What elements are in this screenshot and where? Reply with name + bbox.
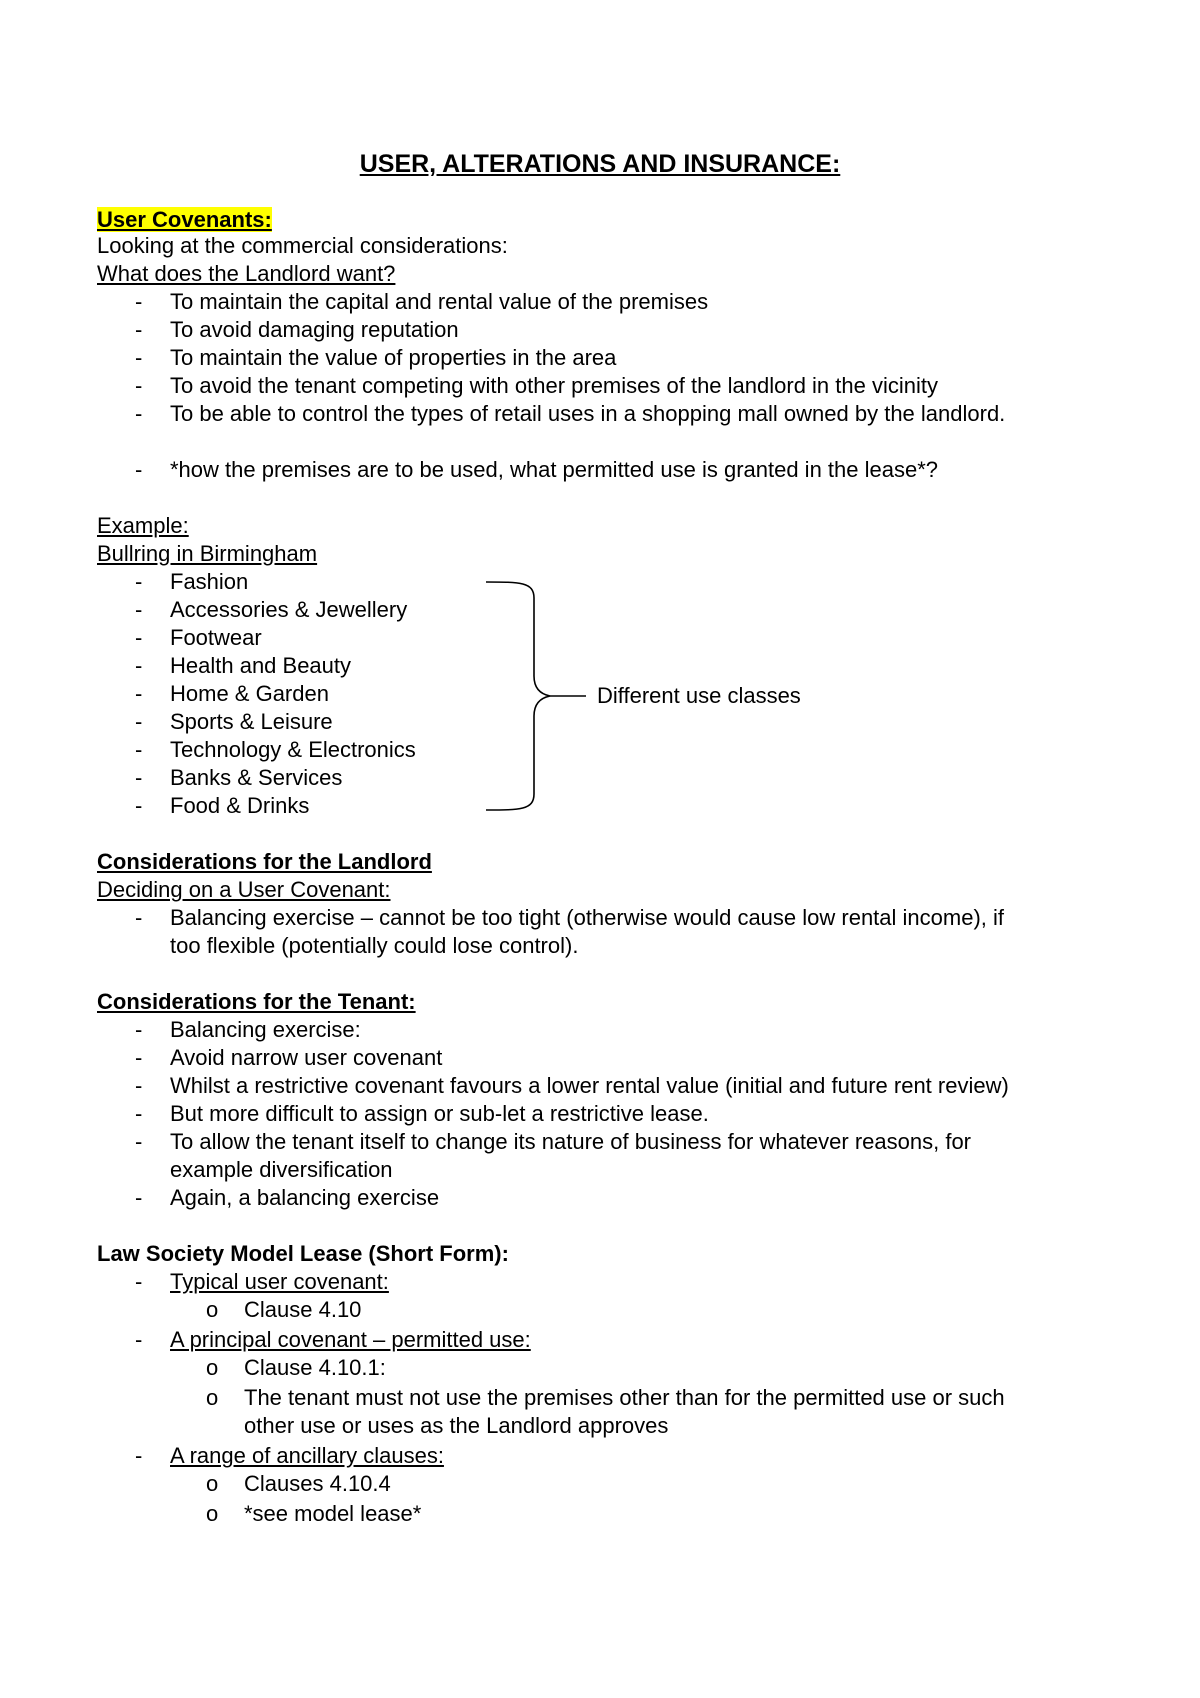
curly-brace-icon [480,578,590,814]
bullet-dash: - [135,653,143,678]
list-item: To be able to control the types of retail uses in a shopping mall owned by the landlord. [170,401,1006,426]
list-item: To avoid the tenant competing with other premises of the landlord in the vicinity [170,373,938,398]
sub-list-item-continuation: other use or uses as the Landlord approves [244,1413,669,1438]
bullet-dash: - [135,401,143,426]
bullet-dash: - [135,317,143,342]
sub-list-item: Clauses 4.10.4 [244,1471,391,1496]
example-place: Bullring in Birmingham [97,541,318,566]
intro-text: Looking at the commercial considerations: [97,233,508,258]
law-society-heading: Law Society Model Lease (Short Form): [97,1241,509,1266]
bullet-dash: - [135,1045,143,1070]
highlighted-heading-text: User Covenants: [97,207,272,232]
bullet-dash: - [135,373,143,398]
list-item: Balancing exercise – cannot be too tight (otherwise would cause low rental income), if [170,905,1005,930]
list-item-continuation: example diversification [170,1157,393,1182]
bullet-circle: o [206,1355,219,1380]
sub-list-item: Clause 4.10.1: [244,1355,386,1380]
bullet-dash: - [135,681,143,706]
brace-label: Different use classes [597,683,801,708]
bullet-dash: - [135,569,143,594]
bullet-dash: - [135,457,143,482]
list-item: To avoid damaging reputation [170,317,459,342]
bullet-circle: o [206,1385,219,1410]
user-covenants-heading [97,207,272,233]
bullet-dash: - [135,1185,143,1210]
bullet-dash: - [135,793,143,818]
list-item: To maintain the capital and rental value of the premises [170,289,709,314]
bullet-dash: - [135,625,143,650]
bullet-circle: o [206,1501,219,1526]
bullet-dash: - [135,1129,143,1154]
example-label: Example: [97,513,189,538]
tenant-heading: Considerations for the Tenant: [97,989,416,1014]
bullet-dash: - [135,709,143,734]
bullet-dash: - [135,1101,143,1126]
list-item: *how the premises are to be used, what permitted use is granted in the lease*? [170,457,939,482]
sub-list-item: *see model lease* [244,1501,422,1526]
bullet-dash: - [135,289,143,314]
use-class-item: Food & Drinks [170,793,310,818]
use-class-item: Sports & Leisure [170,709,333,734]
list-item: To allow the tenant itself to change its nature of business for whatever reasons, for [170,1129,972,1154]
list-item: To maintain the value of properties in the area [170,345,617,370]
list-item: Typical user covenant: [170,1269,389,1294]
bullet-dash: - [135,1017,143,1042]
use-class-item: Banks & Services [170,765,343,790]
landlord-subheading: Deciding on a User Covenant: [97,877,391,902]
bullet-circle: o [206,1297,219,1322]
use-class-item: Footwear [170,625,262,650]
list-item: A principal covenant – permitted use: [170,1327,531,1352]
bullet-dash: - [135,737,143,762]
page-title: USER, ALTERATIONS AND INSURANCE: [359,150,841,178]
landlord-question: What does the Landlord want? [97,261,396,286]
use-class-item: Health and Beauty [170,653,352,678]
list-item: Avoid narrow user covenant [170,1045,443,1070]
list-item-continuation: too flexible (potentially could lose control). [170,933,579,958]
bullet-dash: - [135,345,143,370]
use-class-item: Home & Garden [170,681,329,706]
sub-list-item: Clause 4.10 [244,1297,362,1322]
landlord-heading: Considerations for the Landlord [97,849,432,874]
bullet-circle: o [206,1471,219,1496]
bullet-dash: - [135,1443,143,1468]
bullet-dash: - [135,1269,143,1294]
list-item: Balancing exercise: [170,1017,361,1042]
use-class-item: Accessories & Jewellery [170,597,408,622]
list-item: Whilst a restrictive covenant favours a lower rental value (initial and future rent review) [170,1073,1009,1098]
bullet-dash: - [135,905,143,930]
use-class-item: Fashion [170,569,249,594]
bullet-dash: - [135,597,143,622]
list-item: Again, a balancing exercise [170,1185,440,1210]
use-class-item: Technology & Electronics [170,737,416,762]
sub-list-item: The tenant must not use the premises other than for the permitted use or such [244,1385,1005,1410]
bullet-dash: - [135,1073,143,1098]
bullet-dash: - [135,765,143,790]
list-item: But more difficult to assign or sub-let a restrictive lease. [170,1101,709,1126]
bullet-dash: - [135,1327,143,1352]
list-item: A range of ancillary clauses: [170,1443,444,1468]
